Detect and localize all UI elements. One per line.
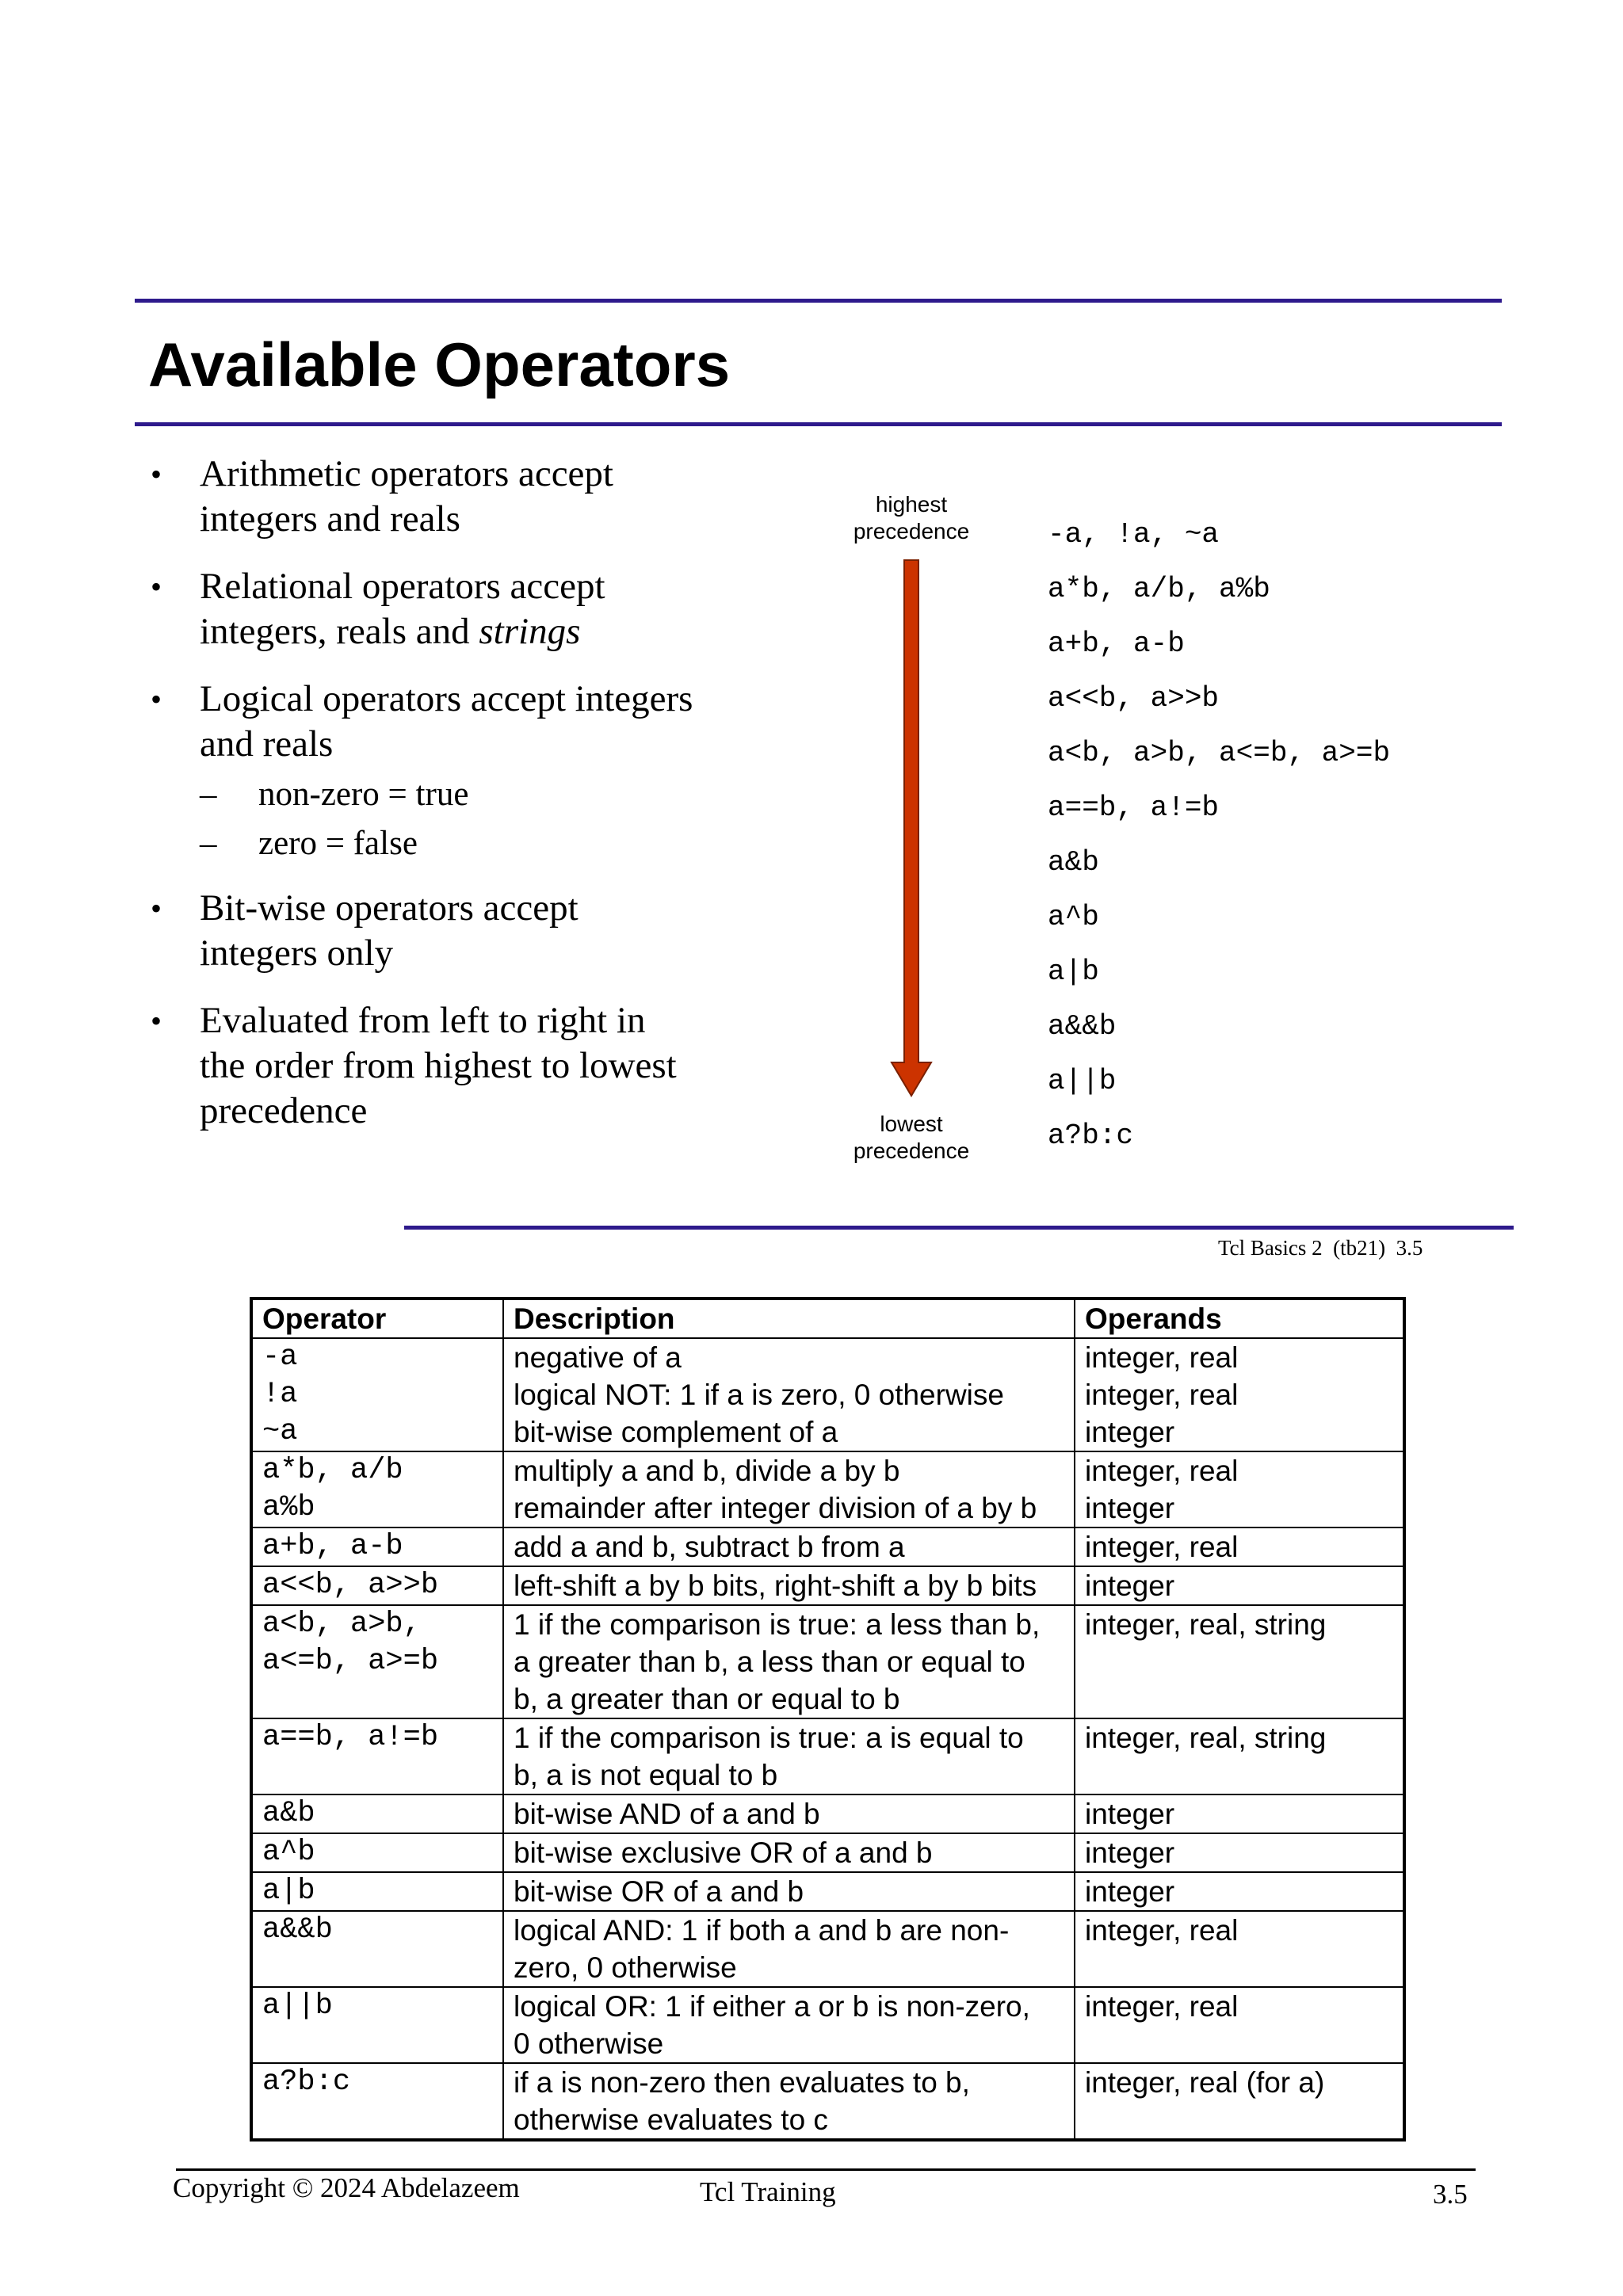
- cell-line: integer: [1085, 1836, 1175, 1869]
- cell-line: logical OR: 1 if either a or b is non-zero,: [514, 1990, 1030, 2023]
- operator-entry: a?b:c: [1048, 1119, 1134, 1152]
- operator-text: a^b: [262, 1836, 315, 1869]
- footer-page-number: 3.5: [1433, 2179, 1468, 2210]
- slide-caption: Tcl Basics 2 (tb21) 3.5: [1218, 1236, 1423, 1260]
- description-cell: [503, 1872, 1075, 1911]
- table-row: [251, 1338, 1404, 1451]
- bullet-dot-icon: •: [151, 1003, 162, 1039]
- bullet-item: [151, 886, 824, 976]
- table-row: [251, 1987, 1404, 2063]
- bullet-dot-icon: •: [151, 681, 162, 717]
- bullet-item: [151, 452, 824, 542]
- operator-precedence-list: [1048, 507, 1390, 1163]
- column-header: Description: [503, 1299, 1075, 1338]
- bullet-line: Bit-wise operators accept: [200, 887, 579, 929]
- description-cell: [503, 1987, 1075, 2063]
- cell-line: 0 otherwise: [514, 2027, 664, 2060]
- operator-text: a+b, a-b: [262, 1530, 403, 1563]
- operands-cell: [1075, 1987, 1404, 2063]
- operands-cell: [1075, 1566, 1404, 1605]
- cell-line: integer, real (for a): [1085, 2066, 1325, 2099]
- operator-table: [250, 1297, 1406, 2142]
- title-top-rule: [135, 299, 1502, 303]
- description-cell: [503, 1833, 1075, 1872]
- title-bottom-rule: [135, 422, 1502, 426]
- bullet-line: integers only: [200, 933, 394, 974]
- description-cell: [503, 2063, 1075, 2140]
- operator-entry: a||b: [1048, 1065, 1117, 1097]
- operands-cell: [1075, 1911, 1404, 1987]
- description-cell: [503, 1527, 1075, 1566]
- operands-cell: [1075, 1794, 1404, 1833]
- caption-rule: [404, 1226, 1514, 1230]
- operator-text: a&b: [262, 1797, 315, 1830]
- bullet-dot-icon: •: [151, 456, 162, 492]
- table-header-row: [251, 1299, 1404, 1338]
- cell-line: bit-wise exclusive OR of a and b: [514, 1836, 933, 1869]
- bullet-item: [151, 677, 824, 868]
- operator-cell: [251, 1527, 503, 1566]
- cell-line: integer, real: [1085, 1379, 1239, 1411]
- cell-line: integer: [1085, 1875, 1175, 1908]
- cell-line: integer, real: [1085, 1990, 1239, 2023]
- bullet-line: and reals: [200, 723, 334, 765]
- table-row: [251, 1605, 1404, 1718]
- bullet-dot-icon: •: [151, 569, 162, 605]
- cell-line: multiply a and b, divide a by b: [514, 1455, 900, 1487]
- cell-line: zero, 0 otherwise: [514, 1951, 737, 1984]
- bullet-line: Evaluated from left to right in: [200, 1000, 646, 1041]
- operator-entry: a==b, a!=b: [1048, 791, 1220, 824]
- operands-cell: [1075, 1451, 1404, 1527]
- operator-cell: [251, 1605, 503, 1718]
- operands-cell: [1075, 2063, 1404, 2140]
- operator-text: -a: [262, 1341, 298, 1374]
- description-cell: [503, 1566, 1075, 1605]
- bullet-list: [151, 452, 824, 1156]
- operands-cell: [1075, 1833, 1404, 1872]
- table-row: [251, 1451, 1404, 1527]
- operands-cell: [1075, 1718, 1404, 1794]
- operator-cell: [251, 1833, 503, 1872]
- table-row: [251, 1911, 1404, 1987]
- operator-cell: [251, 1872, 503, 1911]
- operator-cell: [251, 1987, 503, 2063]
- cell-line: otherwise evaluates to c: [514, 2103, 828, 2136]
- operator-entry: a<b, a>b, a<=b, a>=b: [1048, 737, 1391, 769]
- description-cell: [503, 1911, 1075, 1987]
- precedence-top-label: highest precedence: [853, 492, 970, 543]
- operator-entry: a*b, a/b, a%b: [1048, 573, 1270, 605]
- operator-entry: a<<b, a>>b: [1048, 682, 1220, 715]
- cell-line: integer: [1085, 1416, 1175, 1448]
- operator-cell: [251, 1338, 503, 1451]
- description-cell: [503, 1718, 1075, 1794]
- precedence-arrow-icon: [889, 559, 934, 1099]
- footer-rule: [176, 2168, 1476, 2171]
- operator-text: a&&b: [262, 1913, 333, 1947]
- bullet-line: Logical operators accept integers: [200, 678, 693, 719]
- bullet-line: the order from highest to lowest: [200, 1045, 677, 1086]
- bullet-line: Relational operators accept: [200, 566, 605, 607]
- operator-entry: a+b, a-b: [1048, 627, 1185, 660]
- operator-cell: [251, 1451, 503, 1527]
- cell-line: bit-wise OR of a and b: [514, 1875, 804, 1908]
- table-row: [251, 1718, 1404, 1794]
- cell-line: b, a greater than or equal to b: [514, 1683, 900, 1715]
- operator-text: a==b, a!=b: [262, 1721, 439, 1754]
- bullet-item: [151, 564, 824, 654]
- dash-icon: –: [200, 825, 217, 862]
- sub-list: [200, 770, 824, 868]
- footer-center-label: Tcl Training: [700, 2176, 836, 2207]
- operator-text: a<<b, a>>b: [262, 1569, 439, 1602]
- table-row: [251, 1833, 1404, 1872]
- cell-line: bit-wise complement of a: [514, 1416, 838, 1448]
- cell-line: integer: [1085, 1798, 1175, 1830]
- cell-line: add a and b, subtract b from a: [514, 1531, 905, 1563]
- cell-line: bit-wise AND of a and b: [514, 1798, 820, 1830]
- operator-cell: [251, 1794, 503, 1833]
- operands-cell: [1075, 1872, 1404, 1911]
- operator-text: a*b, a/b: [262, 1454, 403, 1487]
- operator-cell: [251, 1566, 503, 1605]
- cell-line: 1 if the comparison is true: a is equal to: [514, 1722, 1024, 1754]
- operator-text: !a: [262, 1378, 298, 1411]
- emphasis-text: strings: [479, 611, 581, 652]
- cell-line: integer, real: [1085, 1531, 1239, 1563]
- operator-cell: [251, 1718, 503, 1794]
- operator-text: a|b: [262, 1875, 315, 1908]
- footer-copyright: Copyright © 2024 Abdelazeem: [173, 2172, 520, 2203]
- operator-entry: a&b: [1048, 846, 1099, 879]
- operands-cell: [1075, 1527, 1404, 1566]
- bullet-dot-icon: •: [151, 891, 162, 926]
- table-row: [251, 1794, 1404, 1833]
- bullet-line: precedence: [200, 1090, 368, 1131]
- description-cell: [503, 1605, 1075, 1718]
- column-header: Operands: [1075, 1299, 1404, 1338]
- bullet-line: Arithmetic operators accept: [200, 453, 613, 494]
- operator-cell: [251, 1911, 503, 1987]
- operator-entry: -a, !a, ~a: [1048, 518, 1220, 551]
- cell-line: integer, real, string: [1085, 1722, 1327, 1754]
- sub-item: – non-zero = true: [200, 770, 824, 819]
- operator-text: ~a: [262, 1415, 298, 1448]
- operands-cell: [1075, 1605, 1404, 1718]
- operator-text: a%b: [262, 1491, 315, 1524]
- cell-line: left-shift a by b bits, right-shift a by b bits: [514, 1569, 1037, 1602]
- page-title: Available Operators: [148, 330, 731, 399]
- cell-line: integer: [1085, 1569, 1175, 1602]
- bullet-line: integers and reals: [200, 498, 460, 540]
- table-row: [251, 1872, 1404, 1911]
- cell-line: if a is non-zero then evaluates to b,: [514, 2066, 970, 2099]
- cell-line: a greater than b, a less than or equal to: [514, 1646, 1025, 1678]
- description-cell: [503, 1338, 1075, 1451]
- precedence-bottom-label: lowest precedence: [853, 1112, 970, 1163]
- dash-icon: –: [200, 776, 217, 813]
- cell-line: 1 if the comparison is true: a less than b,: [514, 1608, 1041, 1641]
- table-row: [251, 1527, 1404, 1566]
- cell-line: integer, real, string: [1085, 1608, 1327, 1641]
- cell-line: integer, real: [1085, 1455, 1239, 1487]
- sub-item: – zero = false: [200, 819, 824, 868]
- cell-line: integer, real: [1085, 1341, 1239, 1374]
- operator-entry: a|b: [1048, 955, 1099, 988]
- operator-cell: [251, 2063, 503, 2140]
- cell-line: integer, real: [1085, 1914, 1239, 1947]
- description-cell: [503, 1451, 1075, 1527]
- operator-text: a?b:c: [262, 2065, 351, 2099]
- table-row: [251, 2063, 1404, 2140]
- operator-text: a<b, a>b,: [262, 1608, 421, 1641]
- description-cell: [503, 1794, 1075, 1833]
- operator-entry: a&&b: [1048, 1010, 1117, 1043]
- cell-line: logical NOT: 1 if a is zero, 0 otherwise: [514, 1379, 1004, 1411]
- bullet-item: [151, 998, 824, 1134]
- column-header: Operator: [251, 1299, 503, 1338]
- operands-cell: [1075, 1338, 1404, 1451]
- cell-line: negative of a: [514, 1341, 682, 1374]
- bullet-line: integers, reals and strings: [200, 611, 581, 652]
- operator-text: a||b: [262, 1989, 333, 2023]
- operator-entry: a^b: [1048, 901, 1099, 933]
- operator-text: a<=b, a>=b: [262, 1645, 439, 1678]
- cell-line: logical AND: 1 if both a and b are non-: [514, 1914, 1010, 1947]
- cell-line: remainder after integer division of a by b: [514, 1492, 1037, 1524]
- table-row: [251, 1566, 1404, 1605]
- cell-line: b, a is not equal to b: [514, 1759, 778, 1791]
- cell-line: integer: [1085, 1492, 1175, 1524]
